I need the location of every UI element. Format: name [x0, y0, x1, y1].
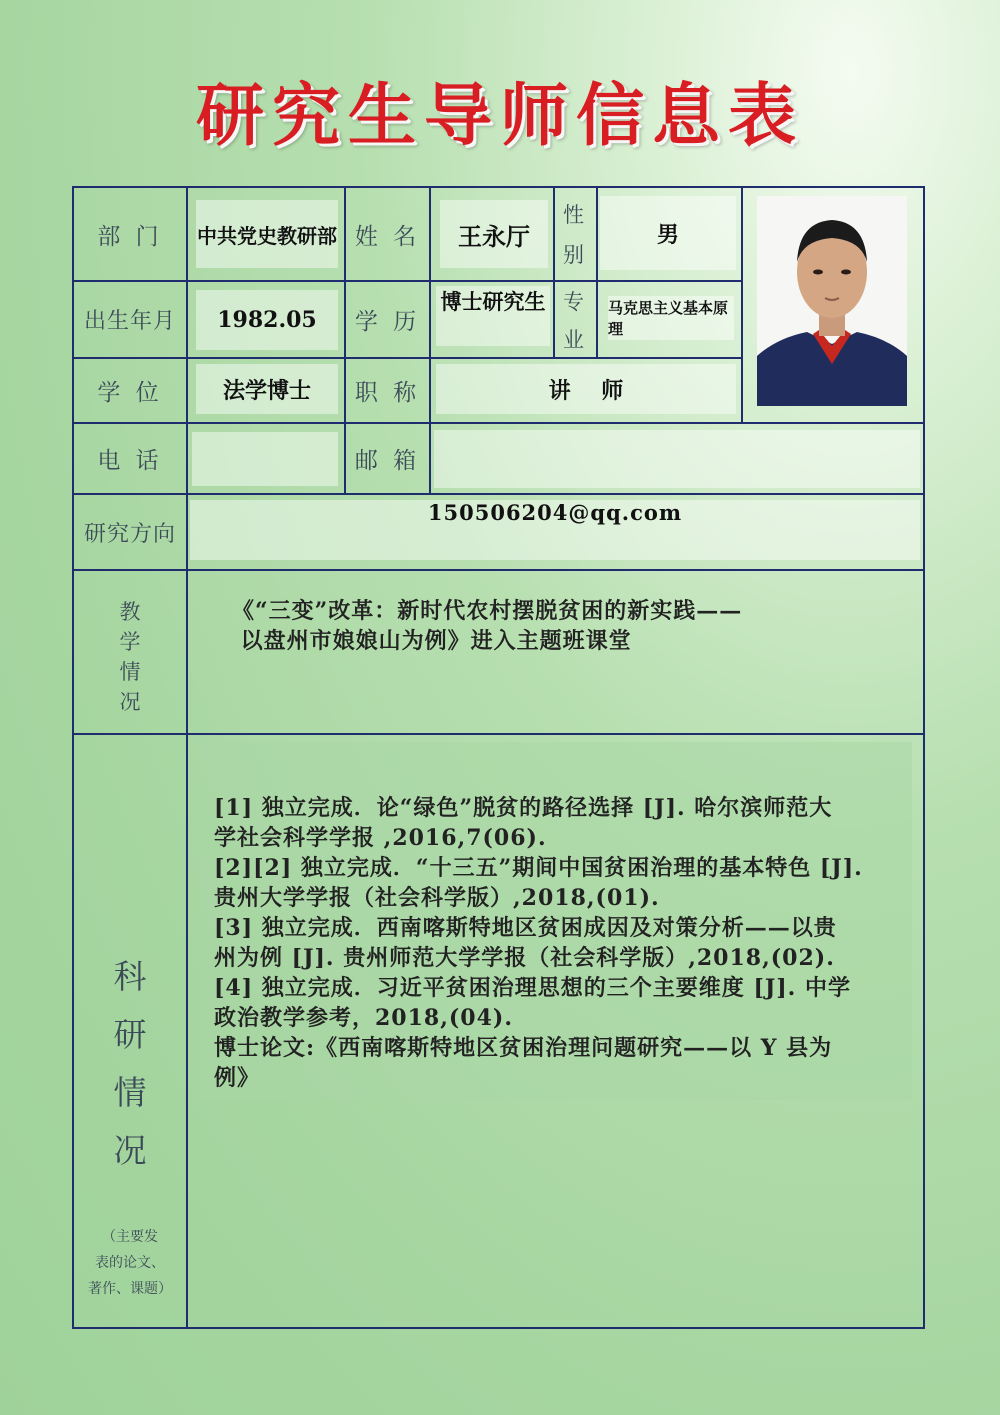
department-value: 中共党史教研部: [196, 200, 338, 268]
research-label-char: 研: [113, 1015, 147, 1054]
research-line: 例》: [214, 1065, 261, 1091]
table-border: [596, 186, 598, 359]
research-note-line: （主要发: [102, 1229, 158, 1245]
research-note-line: 著作、课题）: [88, 1281, 172, 1297]
teacher-photo: [757, 196, 907, 406]
gender-label-1: 性: [563, 203, 588, 227]
research-line: 学社会科学学报 ,2016,7(06).: [214, 825, 547, 851]
gender-value: 男: [600, 196, 736, 270]
teaching-label: [74, 597, 186, 717]
teaching-content: [232, 596, 872, 656]
major-label-2: 业: [563, 328, 588, 352]
portrait-image: [757, 196, 907, 406]
name-label: 姓 名: [354, 223, 421, 250]
birth-label: 出生年月: [83, 309, 176, 334]
gender-label-2: 别: [563, 243, 588, 267]
research-note-line: 表的论文、: [95, 1255, 165, 1271]
education-label: 学 历: [354, 309, 421, 335]
page-title: 研究生导师信息表: [195, 77, 804, 156]
research-line: 州为例 [J]. 贵州师范大学学报（社会科学版）,2018,(02).: [214, 945, 835, 971]
table-border: [429, 186, 431, 495]
table-border: [72, 569, 925, 571]
table-border: [923, 186, 925, 1329]
department-label: 部 门: [97, 223, 163, 250]
teaching-line: 《“三变”改革：新时代农村摆脱贫困的新实践——: [232, 598, 743, 624]
email-value: [434, 430, 920, 488]
title-label: 职 称: [354, 380, 421, 406]
research-line: [4] 独立完成．习近平贫困治理思想的三个主要维度 [J]. 中学: [214, 975, 851, 1001]
education-value: 博士研究生: [436, 286, 550, 346]
research-label-char: 科: [113, 957, 147, 996]
table-border: [186, 186, 188, 1329]
email-label: 邮 箱: [354, 448, 421, 474]
table-border: [72, 493, 925, 495]
table-border: [72, 186, 925, 188]
teaching-label-char: 教: [119, 600, 141, 624]
research-line: 贵州大学学报（社会科学版）,2018,(01).: [214, 885, 660, 911]
research-line: 政治教学参考，2018,(04).: [214, 1005, 513, 1031]
table-border: [72, 422, 925, 424]
phone-label: 电 话: [97, 448, 163, 474]
direction-label: 研究方向: [83, 521, 176, 547]
research-label-char: 况: [113, 1131, 147, 1170]
name-value: 王永厅: [440, 200, 548, 268]
research-line: [2][2] 独立完成．“十三五”期间中国贫困治理的基本特色 [J].: [214, 855, 863, 881]
research-label: [74, 948, 186, 1180]
research-content: [214, 793, 904, 1093]
teaching-label-char: 学: [119, 630, 141, 654]
research-label-char: 情: [113, 1073, 147, 1112]
teaching-label-char: 况: [119, 690, 141, 714]
research-line: [1] 独立完成．论“绿色”脱贫的路径选择 [J]. 哈尔滨师范大: [214, 795, 833, 821]
table-border: [741, 186, 743, 424]
degree-value: 法学博士: [196, 364, 338, 414]
research-line: 博士论文:《西南喀斯特地区贫困治理问题研究——以 Y 县为: [214, 1035, 833, 1061]
birth-value: 1982.05: [196, 290, 338, 350]
table-border: [72, 1327, 925, 1329]
direction-value: 150506204@qq.com: [190, 500, 920, 560]
table-border: [72, 733, 925, 735]
degree-label: 学 位: [97, 380, 163, 406]
major-value: 马克思主义基本原理: [608, 296, 734, 340]
research-note: [80, 1224, 180, 1302]
phone-value: [192, 432, 338, 486]
major-label-1: 专: [563, 290, 588, 314]
teaching-label-char: 情: [119, 660, 141, 684]
teaching-line: 以盘州市娘娘山为例》进入主题班课堂: [232, 628, 632, 654]
title-value: 讲 师: [436, 364, 736, 414]
research-line: [3] 独立完成．西南喀斯特地区贫困成因及对策分析——以贵: [214, 915, 837, 941]
